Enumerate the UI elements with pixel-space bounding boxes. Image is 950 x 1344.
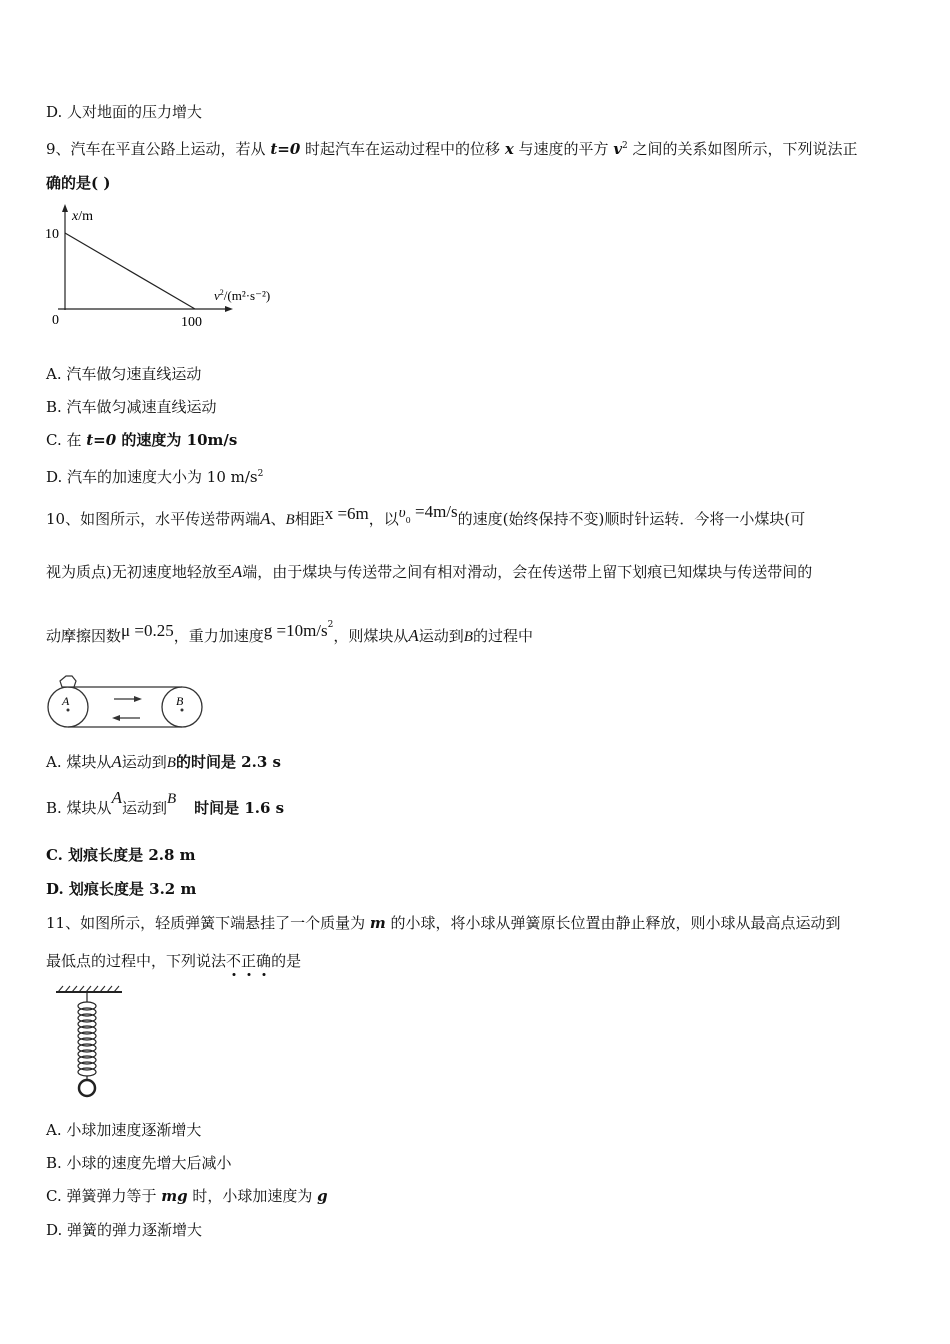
q9-stem-line1 xyxy=(46,136,858,159)
q11-mass-symbol: m xyxy=(369,914,386,932)
q10-v0-sub: 0 xyxy=(405,516,411,525)
q10-point-a: A xyxy=(408,626,419,645)
q11-stem-line2 xyxy=(46,951,301,971)
q9-stem-line2-text: 确的是( ) xyxy=(46,174,111,192)
q11-option-c-text: C. 弹簧弹力等于 xyxy=(46,1187,162,1205)
q11-option-a xyxy=(46,1120,201,1140)
q11-option-c-mg: mg xyxy=(161,1187,188,1205)
q10-stem-text: 相距 xyxy=(294,510,325,528)
q11-option-c-text: 时，小球加速度为 xyxy=(187,1187,318,1205)
q9-stem-line2 xyxy=(46,173,110,193)
pulley-a-label: A xyxy=(62,694,70,708)
q10-v0-value: =4m/s xyxy=(410,502,458,521)
q11-emph-char: 不 xyxy=(226,952,242,970)
q11-option-c xyxy=(46,1186,328,1206)
arrow-right-icon xyxy=(134,696,142,702)
q9-y-arrow xyxy=(62,204,68,212)
q10-point-b: B xyxy=(166,791,177,807)
q10-g-sup: 2 xyxy=(327,620,334,630)
q11-emph-char: 确 xyxy=(256,952,272,970)
q10-distance: x =6m xyxy=(324,504,369,523)
q10-option-b-text: B. 煤块从 xyxy=(46,799,112,817)
q10-stem-line3 xyxy=(46,620,533,647)
q11-stem-text: 11、如图所示，轻质弹簧下端悬挂了一个质量为 xyxy=(46,914,370,932)
q9-stem-text: 9、汽车在平直公路上运动，若从 xyxy=(46,140,271,158)
q9-t0: t=0 xyxy=(270,140,301,158)
q10-stem-text: ，以 xyxy=(368,510,399,528)
q9-x-label-sup: 2 xyxy=(219,288,224,297)
q11-option-b xyxy=(46,1153,232,1173)
q9-v-sup: 2 xyxy=(622,141,628,151)
q9-x-arrow xyxy=(225,306,233,312)
q9-option-d-sup: 2 xyxy=(257,469,264,479)
q9-option-c-t: t=0 xyxy=(86,431,117,449)
q10-point-b: B xyxy=(166,755,176,771)
q10-point-b: B xyxy=(285,512,295,528)
q10-option-d xyxy=(46,879,196,899)
q10-stem-text: 视为质点)无初速度地轻放至 xyxy=(46,563,232,581)
q9-option-d-text: D. 汽车的加速度大小为 10 m/s xyxy=(46,468,258,486)
q11-stem-text: 的小球，将小球从弹簧原长位置由静止释放，则小球从最高点运动到 xyxy=(385,914,841,932)
q11-option-d xyxy=(46,1220,202,1240)
q9-option-c-text: C. 在 xyxy=(46,431,87,449)
q10-point-a: A xyxy=(260,509,271,528)
q11-option-b-text: B. 小球的速度先增大后减小 xyxy=(46,1154,232,1172)
q10-option-b-value: 时间是 1.6 s xyxy=(194,799,285,817)
q10-g-value: g =10m/s xyxy=(263,621,328,640)
q10-option-a-text: 运动到 xyxy=(121,753,167,771)
q10-conveyor-diagram xyxy=(44,672,209,732)
q9-y-label xyxy=(71,209,93,224)
q10-separator: 、 xyxy=(270,510,286,528)
q10-option-a xyxy=(46,752,281,773)
q9-data-line xyxy=(65,233,195,309)
q9-x-label xyxy=(214,288,270,303)
q11-option-d-text: D. 弹簧的弹力逐渐增大 xyxy=(46,1221,203,1239)
q10-option-b xyxy=(46,788,285,819)
q10-point-b: B xyxy=(463,629,473,645)
q11-option-a-text: A. 小球加速度逐渐增大 xyxy=(46,1121,202,1139)
q9-y-label-unit: /m xyxy=(78,209,93,224)
q10-option-d-text: D. 划痕长度是 3.2 m xyxy=(46,880,197,898)
q10-point-a: A xyxy=(111,788,122,807)
q10-stem-text: 的过程中 xyxy=(472,627,533,645)
q9-option-b xyxy=(46,397,217,417)
q11-spring-diagram xyxy=(50,984,130,1099)
arrow-left-icon xyxy=(112,715,120,721)
q9-y-intercept-label: 10 xyxy=(45,227,59,242)
q9-option-a-text: A. 汽车做匀速直线运动 xyxy=(46,365,202,383)
ball xyxy=(79,1080,95,1096)
q9-v: v xyxy=(613,140,623,158)
q9-option-a xyxy=(46,364,201,384)
q10-stem-line1 xyxy=(46,502,806,536)
q10-stem-text: 动摩擦因数 xyxy=(46,627,122,645)
q9-option-c xyxy=(46,430,237,450)
q9-stem-text: 与速度的平方 xyxy=(513,140,614,158)
q11-stem-text: 的是 xyxy=(271,952,302,970)
q9-stem-text: 之间的关系如图所示，下列说法正 xyxy=(627,140,858,158)
q10-option-a-value: 的时间是 2.3 s xyxy=(175,753,281,771)
q10-stem-text: 运动到 xyxy=(418,627,464,645)
q10-option-c xyxy=(46,845,196,865)
q9-y-label-var: x xyxy=(72,209,79,224)
q10-v0-symbol: υ xyxy=(398,505,406,521)
q9-graph xyxy=(40,200,300,335)
q11-emph-char: 正 xyxy=(241,952,257,970)
q9-stem-text: 时起汽车在运动过程中的位移 xyxy=(300,140,505,158)
q9-x-label-unit: /(m²·s⁻²) xyxy=(223,288,271,303)
coal-block xyxy=(60,676,76,687)
q11-emphasis xyxy=(226,952,271,970)
q10-stem-text: ，则煤块从 xyxy=(333,627,409,645)
q10-option-b-text: 运动到 xyxy=(121,799,167,817)
q11-option-c-g: g xyxy=(317,1187,328,1205)
q10-stem-line2 xyxy=(46,562,812,582)
q11-stem-text: 最低点的过程中，下列说法 xyxy=(46,952,227,970)
q9-x-label-var: v xyxy=(214,288,220,303)
q9-option-b-text: B. 汽车做匀减速直线运动 xyxy=(46,398,217,416)
q8-option-d xyxy=(46,102,202,122)
q9-origin-label: 0 xyxy=(52,313,59,328)
q10-option-c-text: C. 划痕长度是 2.8 m xyxy=(46,846,196,864)
q8-option-d-text: D. 人对地面的压力增大 xyxy=(46,103,203,121)
q9-x-intercept-label: 100 xyxy=(181,315,202,330)
q10-point-a: A xyxy=(111,752,122,771)
q10-stem-text: ，重力加速度 xyxy=(173,627,264,645)
pulley-b-label: B xyxy=(176,694,184,708)
q10-option-a-text: A. 煤块从 xyxy=(46,753,112,771)
q9-option-c-value: 的速度为 10m/s xyxy=(116,431,238,449)
q10-stem-text: 10、如图所示，水平传送带两端 xyxy=(46,510,261,528)
q9-option-d xyxy=(46,464,263,487)
q9-x: x xyxy=(504,140,514,158)
q10-stem-text: 端，由于煤块与传送带之间有相对滑动，会在传送带上留下划痕已知煤块与传送带间的 xyxy=(242,563,813,581)
q10-mu-value: μ =0.25 xyxy=(121,621,174,640)
q10-point-a: A xyxy=(231,562,243,581)
q10-stem-text: 的速度(始终保持不变)顺时针运转．今将一小煤块(可 xyxy=(457,510,806,528)
pulley-a-center xyxy=(67,709,70,712)
spring-coils xyxy=(78,1002,96,1076)
pulley-b-center xyxy=(181,709,184,712)
q11-stem-line1 xyxy=(46,913,841,933)
